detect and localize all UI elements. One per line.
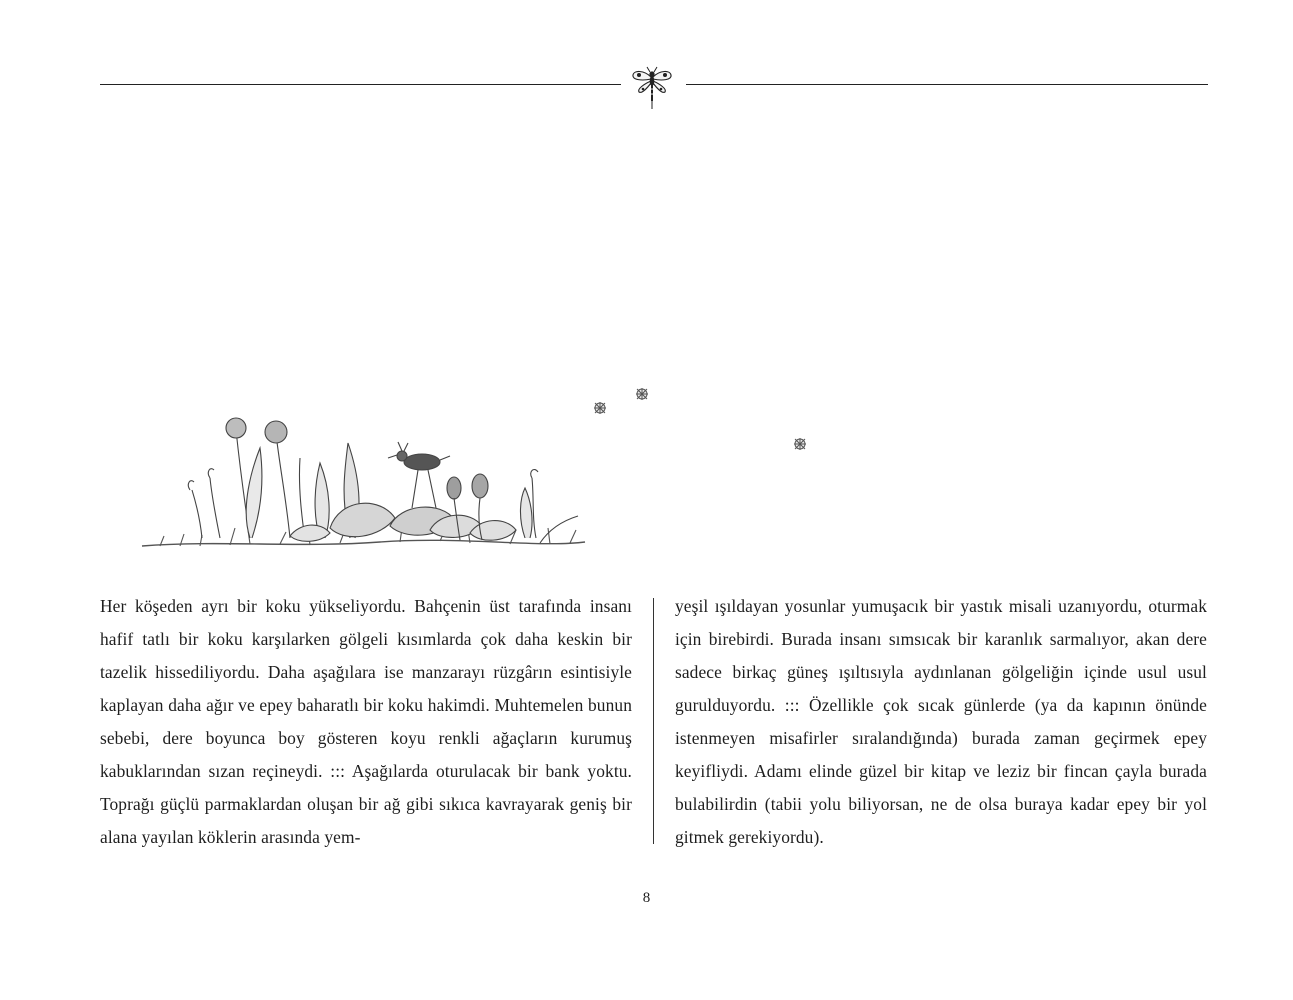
header-rule-left — [100, 84, 621, 85]
seed-3 — [794, 438, 806, 450]
seed-1 — [594, 402, 606, 414]
seed-2 — [636, 388, 648, 400]
right-column-paragraph: yeşil ışıldayan yosunlar yumuşacık bir yastık misali uzanıyordu, oturmak için birebirdi. Burada insanı sımsıcak bir karanlık sarmalıyor, akan dere sadece birkaç güneş ışıltısıyla aydınlanan gölgeliğin içinde usul usul gurulduyordu. ::: Özellikle çok sıcak günlerde (ya da kapının önünde istenmeyen misafirler sıralandığında) burada zaman geçirmek epey keyifliydi. Adamı elinde güzel bir kitap ve leziz bir fincan çayla burada bulabilirdin (tabii yolu biliyorsan, ne de olsa buraya kadar epey bir yol gitmek gerekiyordu). — [675, 596, 1207, 847]
dragonfly-icon — [630, 64, 674, 110]
page-number: 8 — [642, 890, 651, 906]
header-rule-right — [686, 84, 1208, 85]
column-divider — [653, 598, 654, 844]
meadow-illustration — [140, 378, 840, 556]
left-column-paragraph: Her köşeden ayrı bir koku yükseliyordu. Bahçenin üst tarafında insanı hafif tatlı bir koku karşılarken gölgeli kısımlarda çok daha keskin bir tazelik hissediliyordu. Daha aşağılara ise manzarayı rüzgârın esintisiyle kaplayan daha ağır ve epey baharatlı bir koku hakimdi. Muhtemelen bunun sebebi, dere boyunca boy gösteren koyu renkli ağaçların kurumuş kabuklarından sızan reçineydi. ::: Aşağılarda oturulacak bir bank yoktu. Toprağı güçlü parmaklardan oluşan bir ağ gibi sıkıca kavrayarak geniş bir alana yayılan köklerin arasında yem- — [100, 596, 632, 847]
text-column-right — [675, 590, 1207, 854]
ground-line — [142, 540, 585, 546]
text-column-left — [100, 590, 632, 854]
